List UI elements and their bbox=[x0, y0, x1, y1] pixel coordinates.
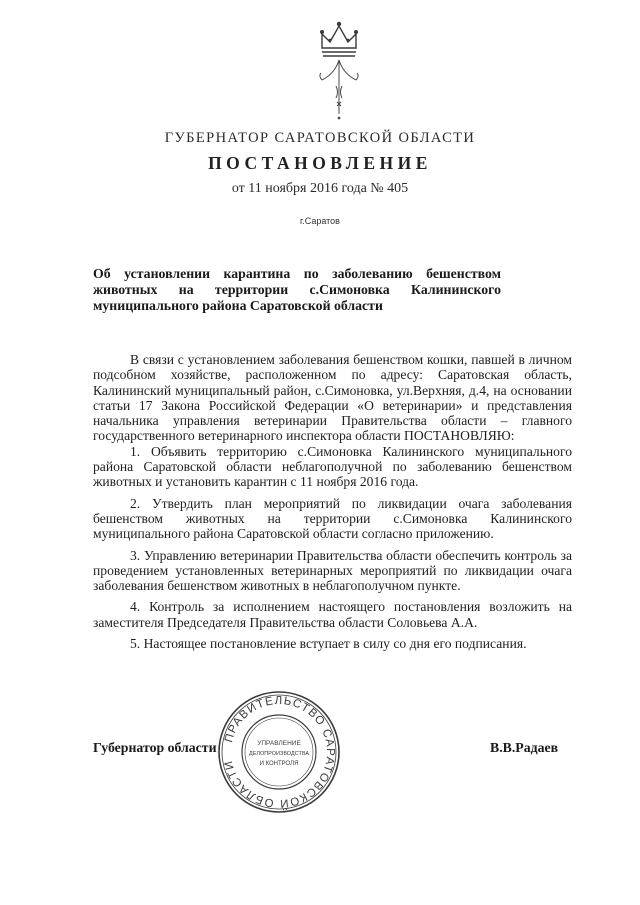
document-date-number: от 11 ноября 2016 года № 405 bbox=[231, 181, 409, 196]
seal-center-line-1: УПРАВЛЕНИЕ bbox=[257, 740, 301, 747]
document-body bbox=[93, 352, 572, 651]
body-item-4: 4. Контроль за исполнением настоящего постановления возложить на заместителя Председателя Правительства области Соловьева А.А. bbox=[93, 599, 572, 630]
body-item-3: 3. Управлению ветеринарии Правительства области обеспечить контроль за проведением установленных ветеринарных мероприятий по ликвидации очага заболевания бешенством животных в неблагополучном пункте. bbox=[93, 547, 572, 594]
official-seal-stamp bbox=[214, 687, 344, 817]
seal-center-line-2: ДЕЛОПРОИЗВОДСТВА bbox=[248, 751, 310, 757]
crown-emblem-icon bbox=[292, 14, 386, 126]
signatory-position: Губернатор области bbox=[93, 740, 217, 755]
body-item-1: 1. Объявить территорию с.Симоновка Калининского муниципального района Саратовской области неблагополучной по заболеванию бешенством животных и установить карантин с 11 ноября 2016 года. bbox=[93, 443, 572, 490]
seal-ring-text: ПРАВИТЕЛЬСТВО САРАТОВСКОЙ ОБЛАСТИ bbox=[222, 694, 337, 810]
body-item-5: 5. Настоящее постановление вступает в силу со дня его подписания. bbox=[130, 636, 527, 652]
authority-heading: ГУБЕРНАТОР САРАТОВСКОЙ ОБЛАСТИ bbox=[164, 130, 476, 146]
body-item-2: 2. Утвердить план мероприятий по ликвидации очага заболевания бешенством животных на территории с.Симоновка Калининского муниципального района Саратовской области согласно приложению. bbox=[93, 495, 572, 542]
signatory-name: В.В.Радаев bbox=[490, 740, 559, 755]
seal-center-line-3: И КОНТРОЛЯ bbox=[259, 761, 299, 767]
body-intro-paragraph: В связи с установлением заболевания бешенством кошки, павшей в личном подсобном хозяйстве, расположенном по адресу: Саратовская область, Калининский муниципальный район, с.Симоновка, ул.Верхняя, д.4, на основании статьи 17 Закона Российской Федерации «О ветеринарии» и представления начальника управления ветеринарии Правительства области – главного государственного ветеринарного инспектора области ПОСТАНОВЛЯЮ: bbox=[93, 352, 572, 444]
document-type-heading: ПОСТАНОВЛЕНИЕ bbox=[208, 153, 432, 173]
document-title: Об установлении карантина по заболеванию бешенством животных на территории с.Симоновка Калининского муниципального района Саратовской области bbox=[93, 266, 501, 313]
document-place: г.Саратов bbox=[300, 216, 340, 226]
